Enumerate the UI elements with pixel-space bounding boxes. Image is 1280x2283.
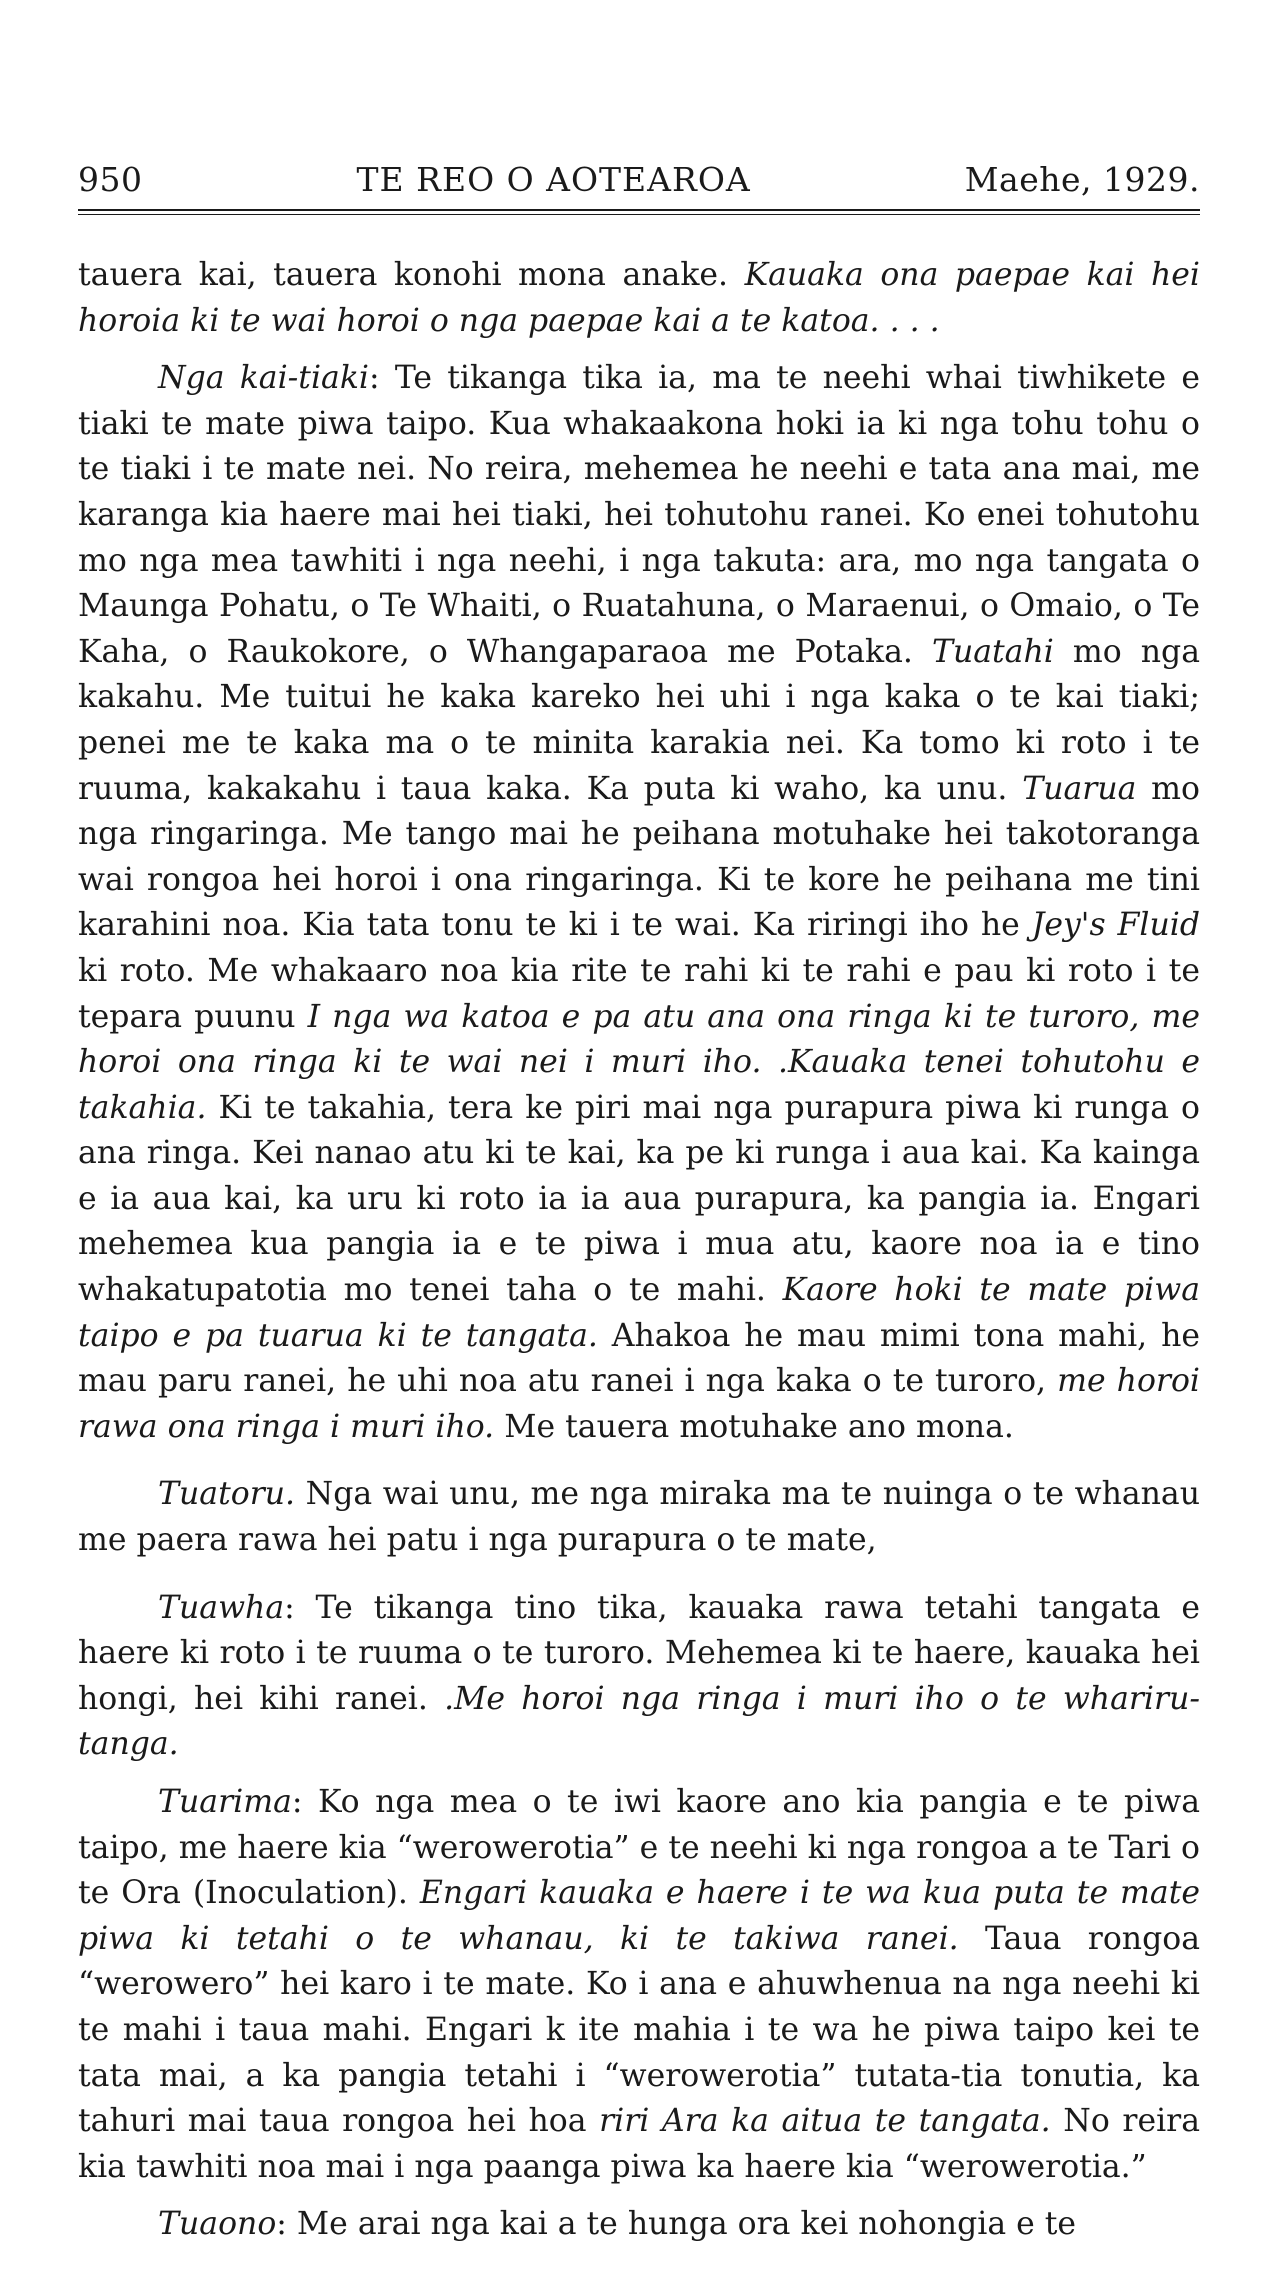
italic-run: Tuatoru. bbox=[158, 1476, 296, 1513]
issue-date: Maehe, 1929. bbox=[964, 160, 1200, 199]
journal-page bbox=[78, 160, 1200, 2248]
text-run: tauera kai, tauera konohi mona anake. bbox=[78, 257, 745, 293]
text-run: Taua rongoa “werowero” hei karo i te mate. Ko i ana e ahuwhenua na nga neehi ki te mahi i taua mahi. Engari k ite mahia i te wa he piwa taipo kei te tata mai, a ka pangia tetahi i “werowerotia” tutata-tia tonutia, ka tahuri mai taua rongoa hei hoa bbox=[78, 1920, 1200, 2140]
page-header bbox=[78, 160, 1200, 209]
text-run: Me tauera motuhake ano mona. bbox=[494, 1408, 1014, 1445]
italic-run: me horoi rawa ona ringa i muri iho. bbox=[78, 1363, 1201, 1445]
paragraph-tuaono bbox=[78, 2202, 1200, 2248]
text-run: : Me arai nga kai a te hunga ora kei nohongia e te bbox=[276, 2206, 1077, 2243]
italic-run: .Me horoi nga ringa i muri iho o te whariru-tanga. bbox=[78, 1680, 1200, 1763]
text-run: Ki te takahia, tera ke piri mai nga purapura piwa ki runga o ana ringa. Kei nanao atu ki te kai, ka pe ki runga i aua kai. Ka kainga e ia aua kai, ka uru ki roto ia ia aua purapura, ka pangia ia. Engari mehemea kua pangia ia e te piwa i mua atu, kaore noa ia e tino whakatupatotia mo tenei taha o te mahi. bbox=[78, 1089, 1200, 1309]
italic-run: Kauaka ona paepae kai hei horoia ki te wai horoi o nga paepae kai a te katoa. . . . bbox=[78, 257, 1201, 339]
text-run: ki roto. Me whakaaro noa kia rite te rahi ki te rahi e pau ki roto i te tepara puunu bbox=[78, 952, 1200, 1035]
text-run: No reira kia tawhiti noa mai i nga paanga piwa ka haere kia “werowerotia.” bbox=[78, 2103, 1200, 2185]
italic-run: Tuarima bbox=[158, 1784, 292, 1820]
text-run: : Ko nga mea o te iwi kaore ano kia pangia e te piwa taipo, me haere kia “werowerotia” e te neehi ki nga rongoa a te Tari o te Ora (Inoculation). bbox=[78, 1784, 1200, 1912]
italic-run: Kaore hoki te mate piwa taipo e pa tuarua ki te tangata. bbox=[78, 1272, 1200, 1354]
paragraph-continued bbox=[78, 253, 1200, 344]
text-run: Nga wai unu, me nga miraka ma te nuinga o te whanau me paera rawa hei patu i nga purapura o te mate, bbox=[78, 1476, 1200, 1559]
italic-run: Nga kai-tiaki bbox=[158, 360, 369, 397]
italic-run: Tuarua bbox=[1022, 770, 1137, 807]
page-number: 950 bbox=[78, 160, 143, 199]
italic-run: Tuatahi bbox=[931, 633, 1054, 670]
paragraph-tuatoru bbox=[78, 1472, 1200, 1563]
italic-run: I nga wa katoa e pa atu ana ona ringa ki te turoro, me horoi ona ringa ki te wai nei i muri iho. .Kauaka tenei tohutohu e takahia. bbox=[78, 998, 1201, 1126]
paragraph-kai-tiaki bbox=[78, 356, 1200, 1450]
paragraph-tuarima bbox=[78, 1780, 1200, 2190]
text-run: : Te tikanga tino tika, kauaka rawa tetahi tangata e haere ki roto i te ruuma o te turoro. Mehemea ki te haere, kauaka hei hongi, hei kihi ranei. bbox=[78, 1589, 1200, 1717]
italic-run: Tuawha bbox=[158, 1589, 285, 1626]
text-run: Ahakoa he mau mimi tona mahi, he mau paru ranei, he uhi noa atu ranei i nga kaka o te turoro, bbox=[78, 1317, 1200, 1400]
paragraph-tuawha bbox=[78, 1586, 1200, 1768]
text-run: : Te tikanga tika ia, ma te neehi whai tiwhikete e tiaki te mate piwa taipo. Kua whakaakona hoki ia ki nga tohu tohu o te tiaki i te mate nei. No reira, mehemea he neehi e tata ana mai, me karanga kia haere mai hei tiaki, hei tohutohu ranei. Ko enei tohutohu mo nga mea tawhiti i nga neehi, i nga takuta: ara, mo nga tangata o Maunga Pohatu, o Te Whaiti, o Ruatahuna, o Maraenui, o Omaio, o Te Kaha, o Raukokore, o Whangaparaoa me Potaka. bbox=[78, 360, 1201, 670]
journal-title: TE REO O AOTEAROA bbox=[356, 160, 751, 199]
text-run: mo nga kakahu. Me tuitui he kaka kareko hei uhi i nga kaka o te kai tiaki; penei me te kaka ma o te minita karakia nei. Ka tomo ki roto i te ruuma, kakakahu i taua kaka. Ka puta ki waho, ka unu. bbox=[78, 633, 1200, 807]
italic-run: riri Ara ka aitua te tangata. bbox=[599, 2103, 1051, 2140]
article-body bbox=[78, 253, 1200, 2248]
header-rule bbox=[78, 209, 1200, 215]
italic-run: Tuaono bbox=[158, 2206, 277, 2243]
italic-run: Engari kauaka e haere i te wa kua puta te mate piwa ki tetahi o te whanau, ki te takiwa ranei. bbox=[78, 1875, 1200, 1957]
text-run: mo nga ringaringa. Me tango mai he peihana motuhake hei takotoranga wai rongoa hei horoi i ona ringaringa. Ki te kore he peihana me tini karahini noa. Kia tata tonu te ki i te wai. Ka riringi iho he bbox=[78, 770, 1200, 944]
italic-run: Jey's Fluid bbox=[1031, 907, 1200, 944]
